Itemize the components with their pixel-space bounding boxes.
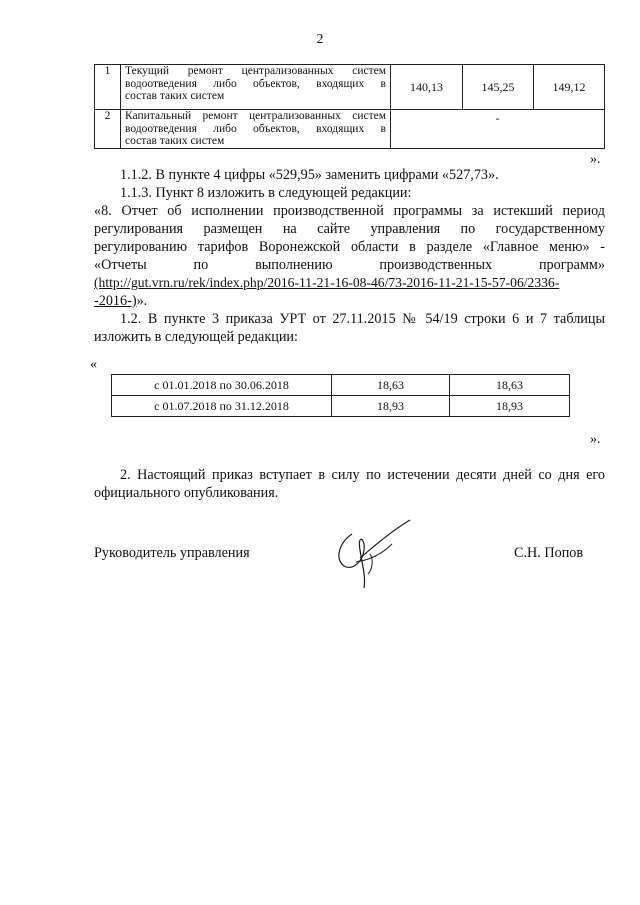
paragraph-2 xyxy=(94,466,605,502)
period-cell: с 01.07.2018 по 31.12.2018 xyxy=(112,396,332,417)
text-line: 2. Настоящий приказ вступает в силу по истечении десяти дней со дня его xyxy=(120,467,605,483)
page-number: 2 xyxy=(316,32,324,47)
paragraph-1-1-3: 1.1.3. Пункт 8 изложить в следующей редакции: xyxy=(120,185,412,201)
text-line: «Отчеты по выполнению производственных программ» xyxy=(94,257,605,273)
text-line: регулированию тарифов Воронежской области в разделе «Главное меню» - xyxy=(94,239,605,255)
desc-line: Текущий ремонт централизованных систем xyxy=(125,65,386,77)
handwritten-signature xyxy=(330,514,420,594)
paragraph-1-2 xyxy=(94,310,605,346)
table-row xyxy=(112,375,570,396)
desc-line: состав таких систем xyxy=(125,90,225,102)
desc-line: водоотведения либо объектов, входящих в xyxy=(125,122,386,135)
closing-quote: ». xyxy=(136,293,148,309)
value-cell: 140,13 xyxy=(391,65,463,110)
text-line: регулирования размещен на сайте управления по государственному xyxy=(94,221,605,237)
reference-link-continued[interactable]: -2016-) xyxy=(94,293,137,309)
value-cell: 145,25 xyxy=(463,65,534,110)
dash-cell: - xyxy=(391,110,605,149)
table1-close-quote: ». xyxy=(590,152,601,167)
table-row xyxy=(95,65,605,110)
tariff-table xyxy=(111,374,570,417)
value-cell: 149,12 xyxy=(534,65,605,110)
value-cell: 18,63 xyxy=(450,375,570,396)
period-cell: с 01.01.2018 по 30.06.2018 xyxy=(112,375,332,396)
paragraph-item-8 xyxy=(94,202,605,310)
value-cell: 18,63 xyxy=(332,375,450,396)
text-line: «8. Отчет об исполнении производственной программы за истекший период xyxy=(94,203,605,219)
desc-line: состав таких систем xyxy=(125,135,225,147)
open-quote: « xyxy=(90,357,97,372)
table-row xyxy=(95,110,605,149)
paragraph-1-1-2: 1.1.2. В пункте 4 цифры «529,95» заменить цифрами «527,73». xyxy=(120,167,499,183)
desc-line: Капитальный ремонт централизованных систем xyxy=(125,110,386,122)
text-line: 1.2. В пункте 3 приказа УРТ от 27.11.2015 № 54/19 строки 6 и 7 таблицы xyxy=(120,311,605,327)
row-description xyxy=(121,110,391,149)
row-number: 2 xyxy=(95,110,121,149)
text-line xyxy=(94,292,605,310)
desc-line: водоотведения либо объектов, входящих в xyxy=(125,77,386,90)
table2-close-quote: ». xyxy=(590,432,601,447)
reference-link[interactable]: (http://gut.vrn.ru/rek/index.php/2016-11-21-16-08-46/73-2016-11-21-15-57-06/2336- xyxy=(94,275,560,290)
value-cell: 18,93 xyxy=(450,396,570,417)
signatory-position: Руководитель управления xyxy=(94,545,250,561)
row-description xyxy=(121,65,391,110)
text-line xyxy=(94,274,605,292)
text-line: официального опубликования. xyxy=(94,485,279,501)
row-number: 1 xyxy=(95,65,121,110)
text-line: изложить в следующей редакции: xyxy=(94,329,298,345)
works-table xyxy=(94,64,605,149)
value-cell: 18,93 xyxy=(332,396,450,417)
table-row xyxy=(112,396,570,417)
signatory-name: С.Н. Попов xyxy=(514,545,584,561)
